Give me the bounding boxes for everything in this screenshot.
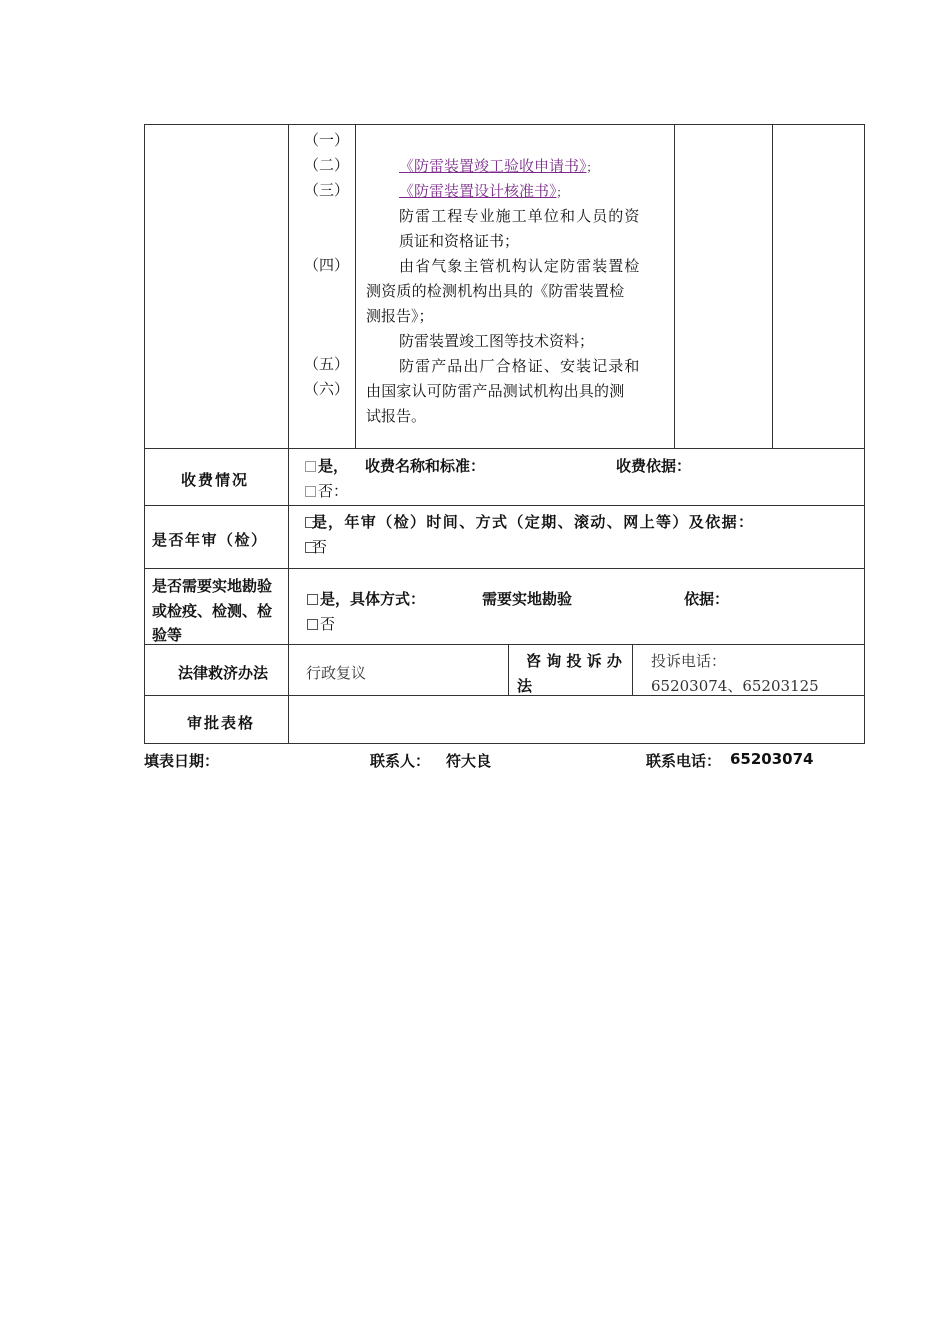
- material-item-4-line1: 由省气象主管机构认定防雷装置检: [399, 257, 641, 275]
- grid-line: [144, 505, 865, 506]
- design-approval-link[interactable]: 《防雷装置设计核准书》: [399, 182, 557, 200]
- annual-no-label: 否: [312, 538, 328, 556]
- annual-review-details-label: ，年审（检）时间、方式（定期、滚动、网上等）及依据：: [328, 513, 755, 531]
- grid-line: [144, 124, 145, 744]
- grid-line: [144, 448, 865, 449]
- inspection-label-line3: 验等: [152, 626, 183, 644]
- application-form-link[interactable]: 《防雷装置竣工验收申请书》: [399, 157, 587, 175]
- checkbox-icon[interactable]: [305, 461, 316, 472]
- material-item-6-line3: 试报告。: [366, 407, 427, 425]
- item-punct: ；: [556, 186, 568, 199]
- contact-name: 符大良: [446, 752, 492, 770]
- checkbox-icon[interactable]: [307, 619, 318, 630]
- inspection-label-line2: 或检疫、检测、检: [152, 602, 273, 620]
- material-item-3-line1: 防雷工程专业施工单位和人员的资: [399, 207, 641, 225]
- fee-no-label: 否：: [318, 482, 349, 500]
- fee-yes-option[interactable]: [305, 455, 348, 476]
- material-item-2: [399, 180, 568, 201]
- contact-phone-label: 联系电话：: [646, 752, 722, 770]
- checkbox-icon[interactable]: [307, 594, 318, 605]
- contact-label: 联系人：: [370, 752, 431, 770]
- material-item-6-line2: 由国家认可防雷产品测试机构出具的测: [366, 382, 625, 400]
- grid-line: [508, 644, 509, 695]
- inspection-no-label: 否: [320, 615, 336, 633]
- annual-review-label: 是否年审（检）: [152, 531, 268, 549]
- contact-phone-number: 65203074: [730, 750, 814, 768]
- fee-yes-label: 是，: [318, 457, 349, 475]
- inspection-need-label: 需要实地勘验: [482, 590, 573, 608]
- complaint-phone-label: 投诉电话：: [651, 652, 727, 670]
- legal-remedy-label: 法律救济办法: [178, 664, 269, 682]
- marker-5: （五）: [304, 355, 350, 373]
- material-item-4-line2: 测资质的检测机构出具的《防雷装置检: [366, 282, 625, 300]
- marker-1: （一）: [304, 131, 350, 149]
- complaint-phone-numbers: 65203074、65203125: [651, 677, 819, 695]
- marker-4: （四）: [304, 256, 350, 274]
- fee-no-option[interactable]: [305, 480, 348, 501]
- marker-3: （三）: [304, 181, 350, 199]
- consult-complaint-label-line2: 法: [517, 677, 533, 695]
- inspection-basis-label: 依据：: [684, 590, 730, 608]
- inspection-no-option[interactable]: [307, 613, 335, 634]
- material-item-5: 防雷装置竣工图等技术资料；: [399, 332, 595, 350]
- grid-line: [144, 568, 865, 569]
- grid-line: [632, 644, 633, 695]
- material-item-1: [399, 155, 598, 176]
- grid-line: [674, 124, 675, 449]
- annual-yes-option[interactable]: [305, 511, 327, 532]
- approval-form-label: 审批表格: [187, 714, 256, 732]
- grid-line: [144, 124, 865, 125]
- marker-2: （二）: [304, 156, 350, 174]
- fill-date-label: 填表日期：: [144, 752, 220, 770]
- annual-yes-label: 是: [312, 513, 328, 531]
- annual-no-option[interactable]: [305, 536, 327, 557]
- fee-name-standard-label: 收费名称和标准：: [365, 457, 486, 475]
- fee-basis-label: 收费依据：: [616, 457, 692, 475]
- material-item-6-line1: 防雷产品出厂合格证、安装记录和: [399, 357, 641, 375]
- grid-line: [864, 124, 865, 744]
- grid-line: [144, 743, 865, 744]
- item-punct: ；: [586, 161, 598, 174]
- grid-line: [144, 644, 865, 645]
- grid-line: [772, 124, 773, 449]
- checkbox-icon[interactable]: [305, 486, 316, 497]
- material-item-3-line2: 质证和资格证书；: [399, 232, 520, 250]
- grid-line: [355, 124, 356, 449]
- material-item-4-line3: 测报告》；: [366, 307, 434, 325]
- fee-label: 收费情况: [181, 471, 250, 489]
- inspection-yes-option[interactable]: [307, 588, 425, 609]
- inspection-label-line1: 是否需要实地勘验: [152, 577, 273, 595]
- inspection-yes-label: 是，具体方式：: [320, 590, 426, 608]
- legal-remedy-value: 行政复议: [306, 664, 367, 682]
- consult-complaint-label-line1: 咨 询 投 诉 办: [526, 652, 622, 670]
- marker-6: （六）: [304, 380, 350, 398]
- grid-line: [288, 124, 289, 744]
